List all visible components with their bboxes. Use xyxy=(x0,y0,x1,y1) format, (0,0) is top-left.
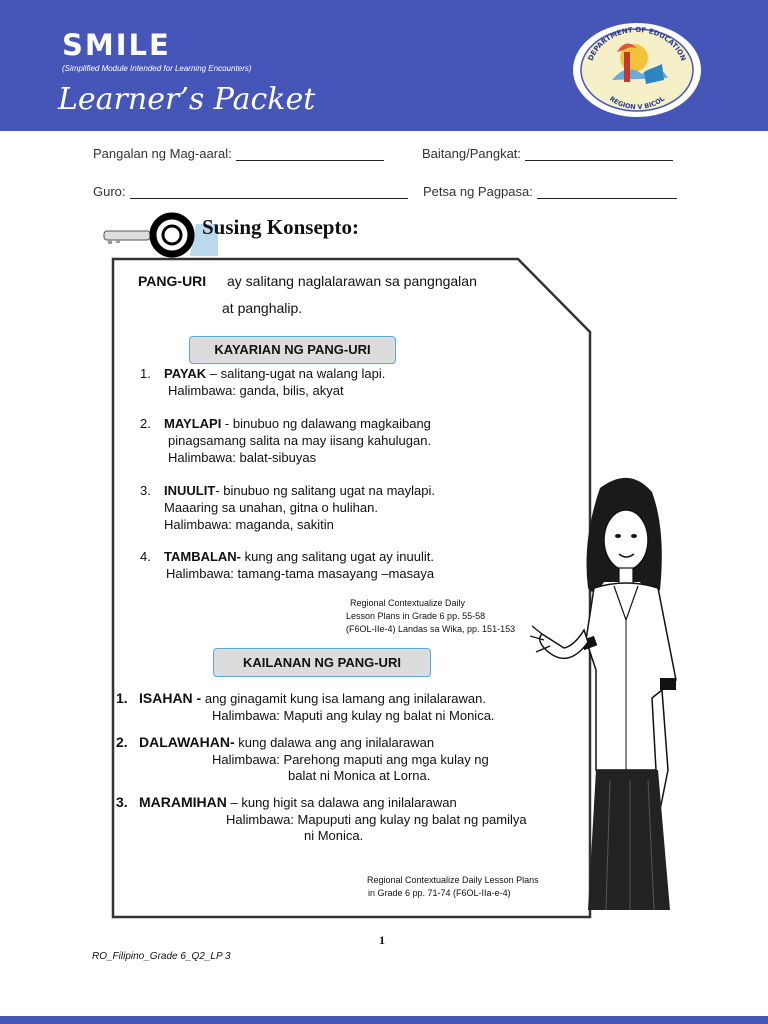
item-line xyxy=(164,366,385,381)
grade-section-field[interactable] xyxy=(422,146,673,161)
section-title: Susing Konsepto: xyxy=(202,215,359,239)
example-line: Halimbawa: maganda, sakitin xyxy=(164,517,334,532)
item-term: TAMBALAN- xyxy=(164,549,242,564)
item-definition: kung ang salitang ugat ay inuulit. xyxy=(241,549,434,564)
teacher-line[interactable] xyxy=(130,198,408,199)
item-line xyxy=(139,690,486,706)
grade-section-line[interactable] xyxy=(525,160,673,161)
item-term: MARAMIHAN xyxy=(139,794,227,810)
kailanan-heading: KAILANAN NG PANG-URI xyxy=(213,648,431,677)
citation-line: Regional Contextualize Daily Lesson Plans xyxy=(367,875,539,885)
item-number: 4. xyxy=(140,549,151,564)
seal-bottom-text: REGION V BICOL xyxy=(607,94,667,112)
item-line xyxy=(164,416,431,431)
brand-subtitle: (Simplified Module Intended for Learning Encounters) xyxy=(62,64,252,73)
date-line[interactable] xyxy=(537,198,677,199)
deped-seal-icon xyxy=(572,22,702,118)
item-number: 2. xyxy=(116,734,128,750)
item-definition: kung dalawa ang ang inilalarawan xyxy=(234,735,435,750)
definition-text-line2: at panghalip. xyxy=(222,300,303,316)
item-number: 1. xyxy=(140,366,151,381)
item-number: 2. xyxy=(140,416,151,431)
teacher-field[interactable] xyxy=(93,184,408,199)
brand-title: SMILE xyxy=(62,28,171,62)
item-term: PAYAK xyxy=(164,366,207,381)
example-line: balat ni Monica at Lorna. xyxy=(288,768,431,783)
item-line xyxy=(139,794,457,810)
example-line: Halimbawa: tamang-tama masayang –masaya xyxy=(166,566,435,581)
item-term: DALAWAHAN- xyxy=(139,734,235,750)
item-number: 1. xyxy=(116,690,128,706)
item-line xyxy=(164,483,435,498)
date-field[interactable] xyxy=(423,184,677,199)
item-number: 3. xyxy=(140,483,151,498)
document-code: RO_Filipino_Grade 6_Q2_LP 3 xyxy=(92,951,231,962)
example-line: Maaaring sa unahan, gitna o hulihan. xyxy=(164,500,378,515)
concept-panel xyxy=(110,256,592,920)
item-definition: - binubuo ng salitang ugat na maylapi. xyxy=(215,483,435,498)
item-term: MAYLAPI xyxy=(164,416,222,431)
citation-line: in Grade 6 pp. 71-74 (F6OL-IIa-e-4) xyxy=(368,888,511,898)
student-name-label: Pangalan ng Mag-aaral: xyxy=(93,146,232,161)
student-name-field[interactable] xyxy=(93,146,384,161)
item-definition: - binubuo ng dalawang magkaibang xyxy=(221,416,431,431)
item-definition: ang ginagamit kung isa lamang ang inilalarawan. xyxy=(201,691,486,706)
example-line: pinagsamang salita na may iisang kahulugan. xyxy=(168,433,432,448)
packet-title: Learner’s Packet xyxy=(58,82,316,117)
teacher-illustration xyxy=(530,470,700,910)
kayarian-heading: KAYARIAN NG PANG-URI xyxy=(189,336,396,364)
item-definition: – salitang-ugat na walang lapi. xyxy=(206,366,386,381)
header-banner xyxy=(0,0,768,131)
teacher-label: Guro: xyxy=(93,184,126,199)
footer-bar xyxy=(0,1016,768,1024)
page-number: 1 xyxy=(379,933,385,947)
item-term: ISAHAN - xyxy=(139,690,202,706)
student-name-line[interactable] xyxy=(236,160,384,161)
date-label: Petsa ng Pagpasa: xyxy=(423,184,533,199)
item-definition: – kung higit sa dalawa ang inilalarawan xyxy=(226,795,457,810)
example-line: Halimbawa: ganda, bilis, akyat xyxy=(168,383,344,398)
citation-line: Regional Contextualize Daily xyxy=(350,598,466,608)
seal-top-text: DEPARTMENT OF EDUCATION xyxy=(586,25,688,63)
item-term: INUULIT xyxy=(164,483,216,498)
example-line: Halimbawa: Mapuputi ang kulay ng balat ng pamilya xyxy=(226,812,527,827)
item-line xyxy=(164,549,434,564)
example-line: Halimbawa: Maputi ang kulay ng balat ni Monica. xyxy=(212,708,495,723)
definition-term: PANG-URI xyxy=(138,273,207,289)
example-line: Halimbawa: Parehong maputi ang mga kulay ng xyxy=(212,752,489,767)
definition-text-line1: ay salitang naglalarawan sa pangngalan xyxy=(227,273,477,289)
example-line: Halimbawa: balat-sibuyas xyxy=(168,450,317,465)
grade-section-label: Baitang/Pangkat: xyxy=(422,146,522,161)
citation-line: Lesson Plans in Grade 6 pp. 55-58 xyxy=(346,611,486,621)
item-line xyxy=(139,734,434,750)
item-number: 3. xyxy=(116,794,128,810)
citation-line: (F6OL-IIe-4) Landas sa Wika, pp. 151-153 xyxy=(346,624,516,634)
example-line: ni Monica. xyxy=(304,828,364,843)
